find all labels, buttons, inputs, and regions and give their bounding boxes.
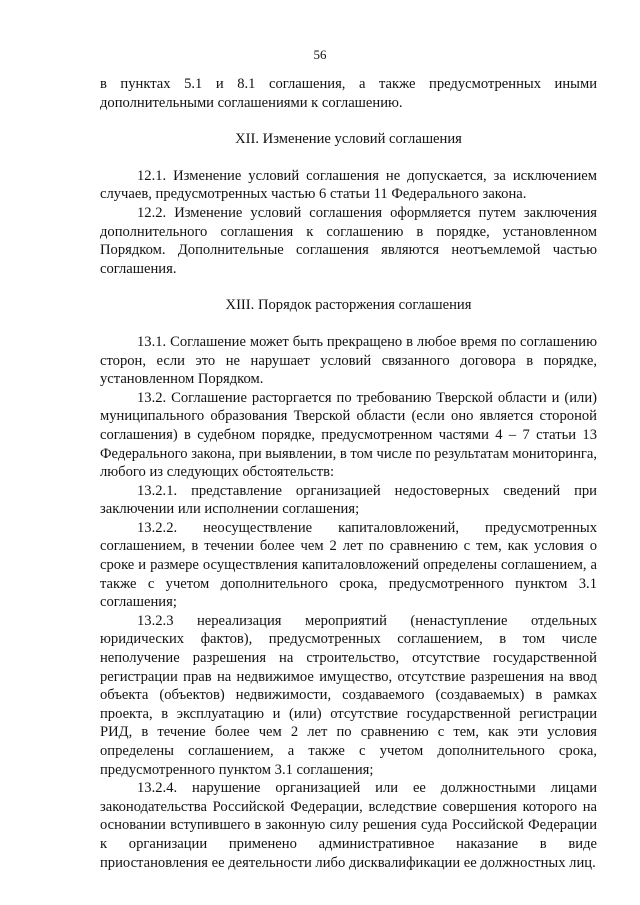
section-12-title: XII. Изменение условий соглашения <box>235 131 462 148</box>
clause-13-2-4: 13.2.4. нарушение организацией или ее должностными лицами законодательства Российской Федерации, вследствие совершения которого на основании вступившего в законную силу решения суда Российской Федерации к организации применено административное наказание в виде приостановления ее деятельности либо дисквалификации ее должностных лиц. <box>100 780 597 871</box>
clause-12-1: 12.1. Изменение условий соглашения не допускается, за исключением случаев, предусмотренных частью 6 статьи 11 Федерального закона. <box>100 167 597 203</box>
clause-12-2: 12.2. Изменение условий соглашения оформляется путем заключения дополнительного соглашения к соглашению в порядке, установленном Порядком. Дополнительные соглашения являются неотъемлемой частью соглашения. <box>100 204 597 277</box>
clause-13-2-1: 13.2.1. представление организацией недостоверных сведений при заключении или исполнении соглашения; <box>100 482 597 518</box>
clause-13-1: 13.1. Соглашение может быть прекращено в любое время по соглашению сторон, если это не нарушает условий связанного договора в порядке, установленном Порядком. <box>100 333 597 388</box>
page-number: 56 <box>313 47 327 62</box>
section-13-title: XIII. Порядок расторжения соглашения <box>225 297 472 314</box>
intro-paragraph: в пунктах 5.1 и 8.1 соглашения, а также предусмотренных иными дополнительными соглашениями к соглашению. <box>100 76 597 111</box>
document-body <box>100 75 597 872</box>
clause-13-2: 13.2. Соглашение расторгается по требованию Тверской области и (или) муниципального образования Тверской области (если оно является стороной соглашения) в судебном порядке, предусмотренном частями 4 – 7 статьи 13 Федерального закона, при выявлении, в том числе по результатам мониторинга, любого из следующих обстоятельств: <box>100 389 597 481</box>
clause-13-2-2: 13.2.2. неосуществление капиталовложений, предусмотренных соглашением, в течении более чем 2 лет по сравнению с тем, как условия о сроке и размере осуществления капиталовложений определены соглашением, а также с учетом дополнительного срока, предусмотренного пунктом 3.1 соглашения; <box>100 519 597 611</box>
clause-13-2-3: 13.2.3 нереализация мероприятий (ненаступление отдельных юридических фактов), предусмотренных соглашением, в том числе неполучение разрешения на строительство, отсутствие государственной регистрации прав на недвижимое имущество, отсутствие разрешения на ввод объекта (объектов) недвижимости, создаваемого (создаваемых) в рамках проекта, в эксплуатацию и (или) отсутствие государственной регистрации РИД, в течение более чем 2 лет по сравнению с тем, как эти условия определены соглашением, а также с учетом дополнительного срока, предусмотренного пунктом 3.1 соглашения; <box>100 612 597 778</box>
